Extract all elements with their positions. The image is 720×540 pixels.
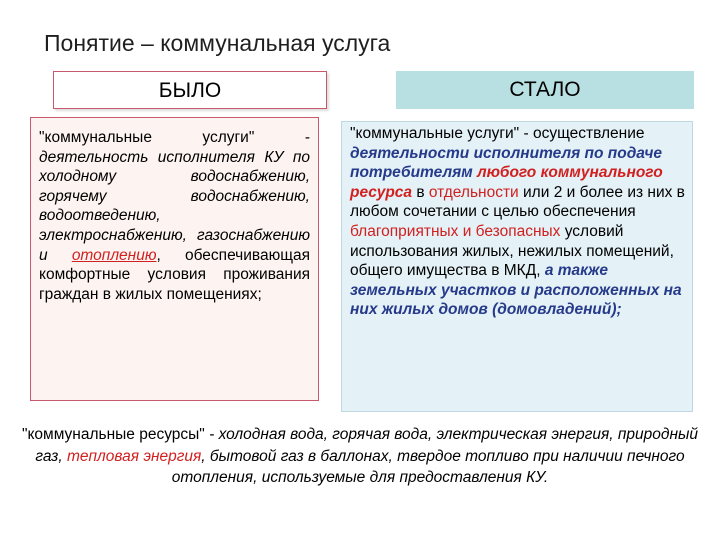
before-definition-box <box>30 117 319 401</box>
before-header: БЫЛО <box>53 71 327 109</box>
after-safe: благоприятных и безопасных <box>350 222 561 240</box>
before-activity: деятельность исполнителя КУ по холодному водоснабжению, горячему водоснабжению, водоотведению, электроснабжению, газоснабжению и <box>39 148 310 264</box>
after-combination: или 2 и более из них в любом сочетании с целью обеспечения <box>350 183 685 221</box>
after-term: "коммунальные услуги" - осуществление <box>350 125 645 142</box>
resources-rest: , бытовой газ в баллонах, твердое топливо при наличии печного отопления, используемые для предоставления <box>171 447 685 486</box>
resources-ku: КУ. <box>526 469 549 486</box>
after-header: СТАЛО <box>396 71 694 109</box>
before-term: "коммунальные услуги" - <box>39 129 310 146</box>
resources-heat: тепловая энергия <box>66 447 202 465</box>
before-definition-text <box>39 128 310 304</box>
after-definition-text <box>350 124 686 320</box>
after-activity: деятельности исполнителя по подаче потребителям <box>350 144 662 182</box>
after-separately: отдельности <box>428 183 519 201</box>
resources-definition <box>14 424 706 489</box>
after-land: а также земельных участков и расположенных на них жилых домов (домовладений); <box>350 262 682 319</box>
before-purpose: , обеспечивающая комфортные условия проживания граждан в жилых помещениях; <box>39 246 310 303</box>
before-heating: отоплению <box>71 246 157 264</box>
after-any: любого <box>477 164 537 182</box>
slide-title: Понятие – коммунальная услуга <box>44 30 391 56</box>
after-usage: условий использования жилых, нежилых помещений, общего имущества в МКД, <box>350 222 674 280</box>
after-resource: коммунального ресурса <box>350 164 663 201</box>
resources-term: "коммунальные ресурсы" <box>21 426 205 443</box>
after-definition-box <box>341 121 693 412</box>
after-in: в <box>412 183 429 201</box>
resources-list: - холодная вода, горячая вода, электрическая энергия, природный газ, <box>35 426 699 465</box>
